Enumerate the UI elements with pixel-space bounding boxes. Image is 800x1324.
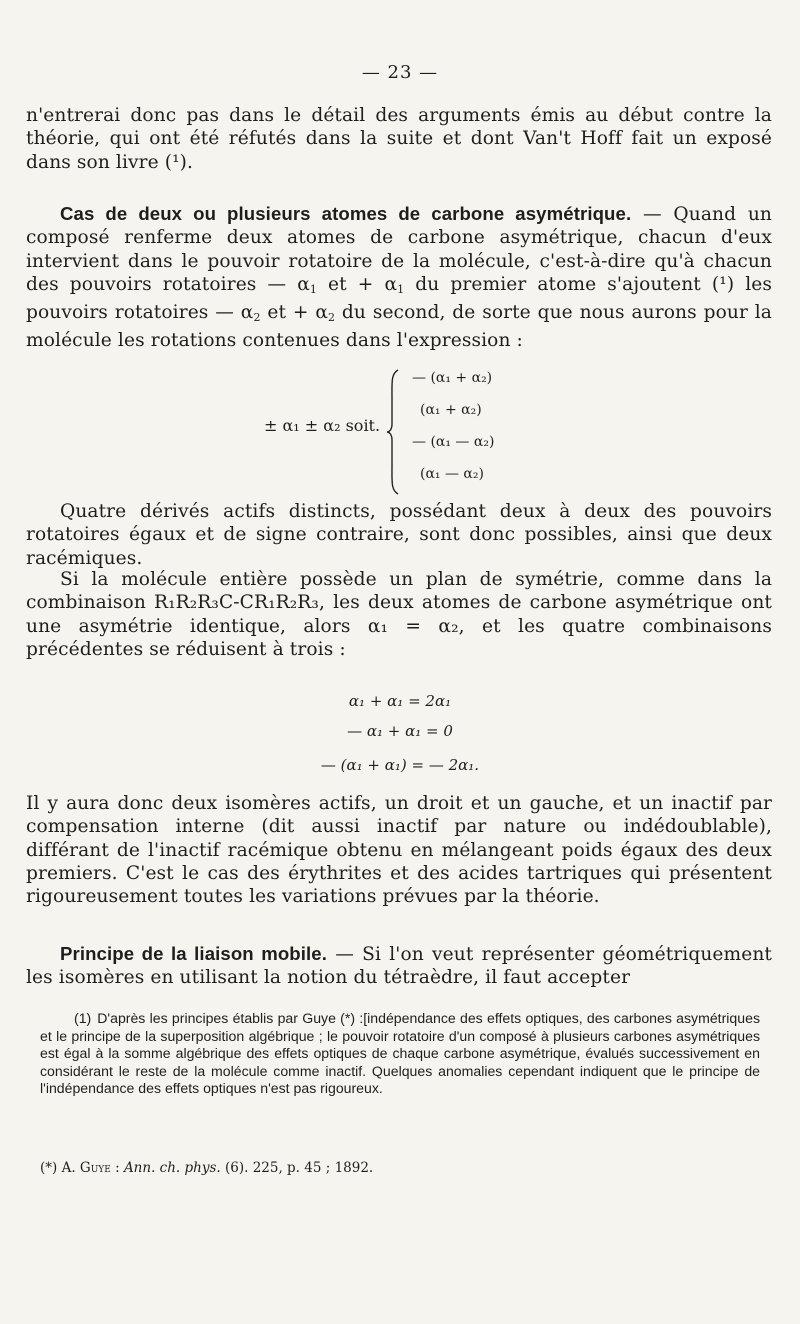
equation: — α₁ + α₁ = 0 — [347, 722, 453, 740]
paragraph-intro: n'entrerai donc pas dans le détail des arguments émis au début contre la théorie, qui ont été réfutés dans la suite et dont Van't Hoff fait un exposé dans son livre (¹). — [26, 105, 772, 173]
equation: α₁ + α₁ = 2α₁ — [348, 692, 452, 710]
paragraph-isomers: Il y aura donc deux isomères actifs, un droit et un gauche, et un inactif par compensation interne (dit aussi inactif par nature ou indédoublable), différant de l'inactif racémique obtenu en mélangeant poids égaux des deux premiers. C'est le cas des érythrites et des acides tartriques qui présentent rigoureusement toutes les variations prévues par la théorie. — [26, 793, 772, 908]
expression-lhs: ± α₁ ± α₂ soit. — [264, 416, 381, 435]
paragraph-symmetry-plane: Si la molécule entière possède un plan de symétrie, comme dans la combinaison R₁R₂R₃C-CR₁R₂R₃, les deux atomes de carbone asymétrique ont une asymétrie identique, alors α₁ = α₂, et les quatre combinaisons précédentes se réduisent à trois : — [26, 569, 772, 660]
journal-name: Ann. ch. phys. — [123, 1160, 221, 1176]
rotation-expression — [0, 368, 800, 496]
expression-option: — (α₁ + α₂) — [412, 370, 493, 386]
paragraph-mobile-bond: Principe de la liaison mobile. — Si l'on veut représenter géométriquement les isomères en utilisant la notion du tétraèdre, il faut accepter — [26, 943, 772, 989]
section-heading-asymmetric: Cas de deux ou plusieurs atomes de carbone asymétrique. — [60, 203, 632, 224]
brace-symbol — [386, 368, 400, 496]
expression-option: (α₁ — α₂) — [420, 466, 484, 482]
footnote-number: (1) — [74, 1010, 92, 1026]
footnote-2: (*) A. Guye : Ann. ch. phys. (6). 225, p. 45 ; 1892. — [40, 1160, 374, 1176]
paragraph-asymmetric-carbons: Cas de deux ou plusieurs atomes de carbone asymétrique. — Quand un composé renferme deux atomes de carbone asymétrique, chacun d'eux intervient dans le pouvoir rotatoire de la molécule, c'est-à-dire qu'à chacun des pouvoirs rotatoires — $\alpha_1$ et + $\alpha_1$ du premier atome s'ajoutent (¹) les pouvoirs rotatoires — $\alpha_2$ et + $\alpha_2$ du second, de sorte que nous aurons pour la molécule les rotations contenues dans l'expression : — [26, 203, 773, 352]
expression-option: — (α₁ — α₂) — [412, 434, 495, 450]
section-heading-mobile-bond: Principe de la liaison mobile. — [60, 943, 328, 964]
equation: — (α₁ + α₁) = — 2α₁. — [320, 756, 480, 774]
paragraph-four-derivatives: Quatre dérivés actifs distincts, possédant deux à deux des pouvoirs rotatoires égaux et de signe contraire, sont donc possibles, ainsi que deux racémiques. — [26, 501, 772, 569]
expression-option: (α₁ + α₂) — [420, 402, 482, 418]
page-number: — 23 — — [361, 62, 439, 83]
footnote-1: (1) D'après les principes établis par Guye (*) :[indépendance des effets optiques, des carbones asymétriques et le principe de la superposition algébrique ; le pouvoir rotatoire d'un composé à plusieurs carbones asymétriques est égal à la somme algébrique des effets optiques de chaque carbone asymétrique, évalués successivement en considérant le reste de la molécule comme inactif. Quelques anomalies cependant indiquent que le principe de l'indépendance des effets optiques n'est pas rigoureux. — [40, 1010, 760, 1097]
